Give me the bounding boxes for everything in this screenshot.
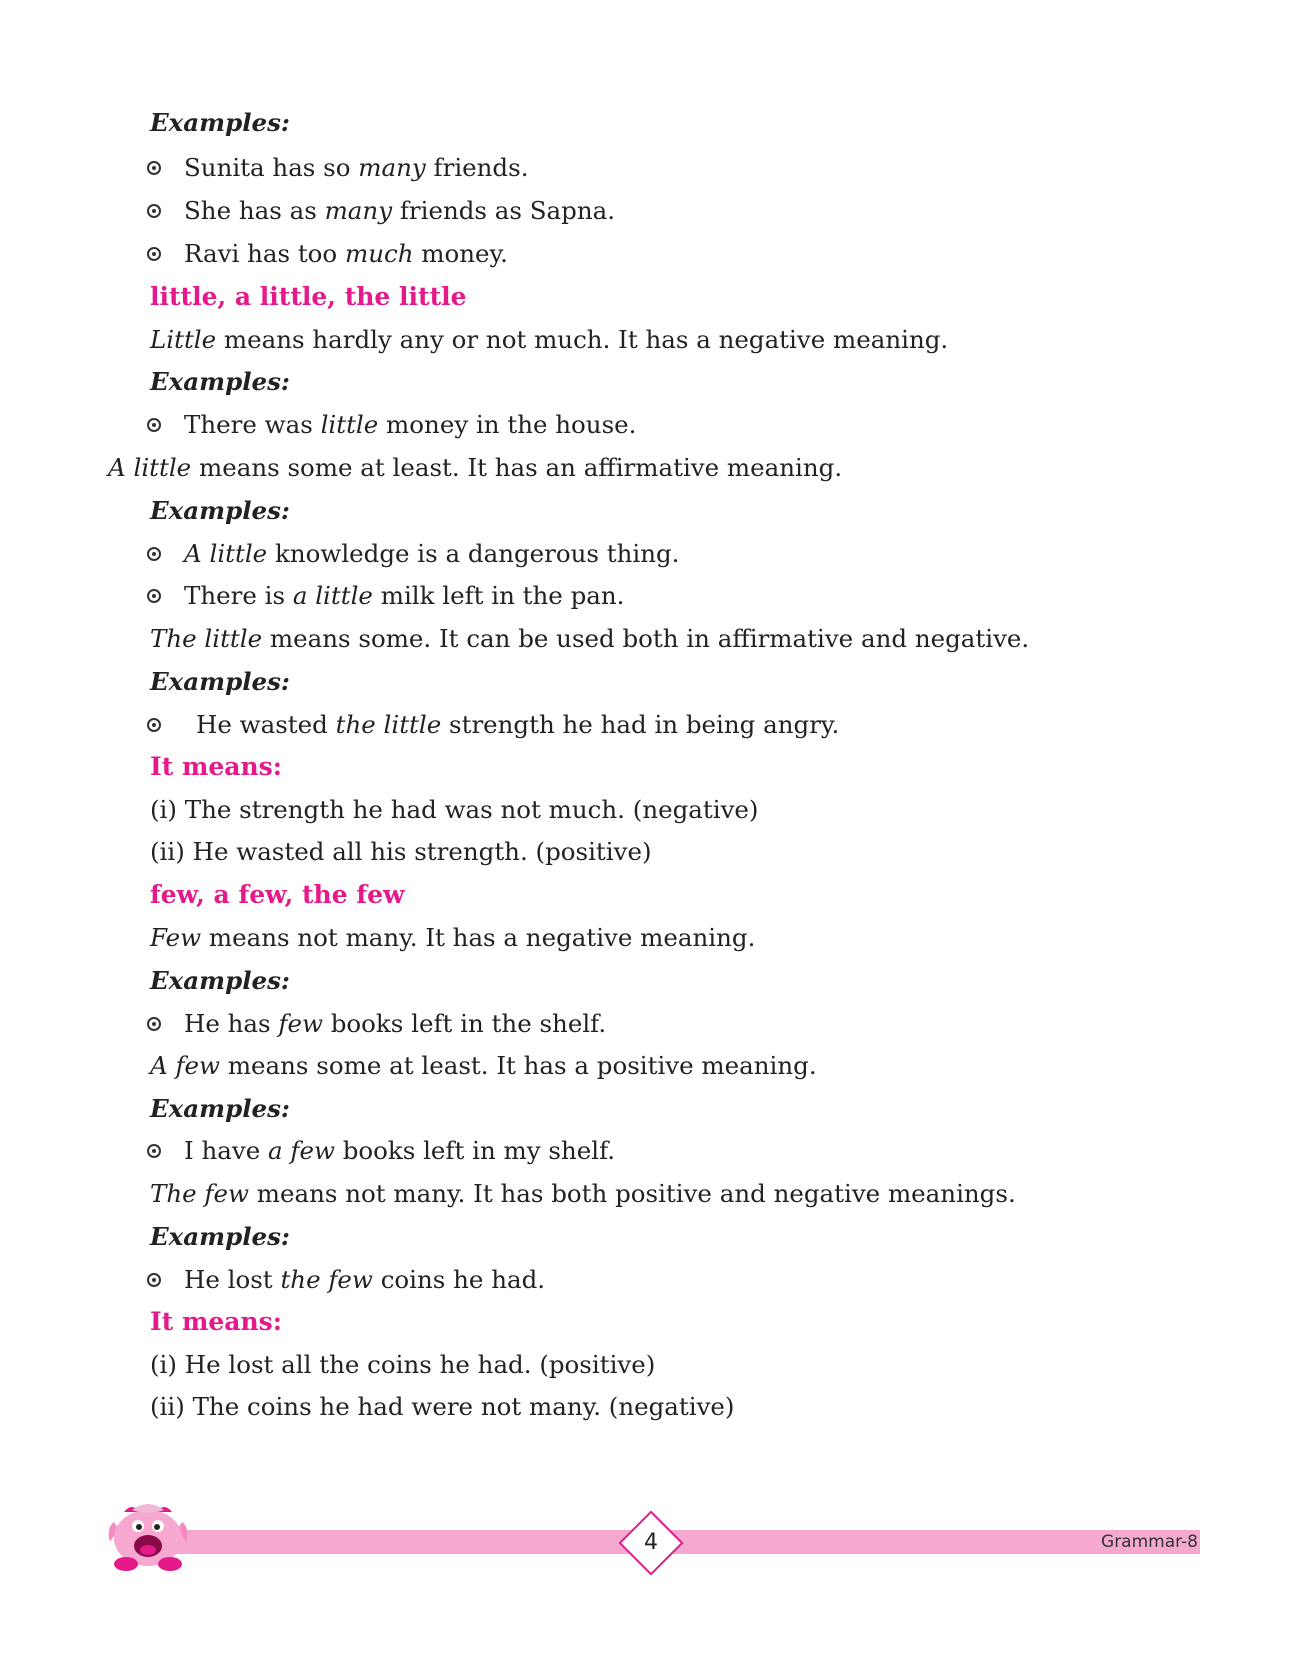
monster-mascot-icon [104, 1494, 192, 1574]
example-sentence: He wasted the little strength he had in being angry. [196, 710, 840, 739]
definition-text: A little means some at least. It has an affirmative meaning. [108, 453, 843, 482]
example-sentence: He has few books left in the shelf. [184, 1009, 607, 1038]
section-heading-few: few, a few, the few [150, 880, 405, 909]
bullet-icon [147, 1017, 161, 1031]
examples-label: Examples: [150, 1222, 290, 1251]
examples-label: Examples: [150, 108, 290, 137]
definition-text: Little means hardly any or not much. It has a negative meaning. [150, 325, 949, 354]
example-sentence: There was little money in the house. [184, 410, 637, 439]
bullet-icon [147, 418, 161, 432]
bullet-icon [147, 589, 161, 603]
it-means-label: It means: [150, 1307, 282, 1336]
meaning-text: (i) He lost all the coins he had. (positive) [150, 1350, 656, 1379]
footer-bar [170, 1530, 1200, 1554]
bullet-icon [147, 204, 161, 218]
bullet-icon [147, 547, 161, 561]
page-number: 4 [644, 1530, 658, 1555]
examples-label: Examples: [150, 367, 290, 396]
example-sentence: He lost the few coins he had. [184, 1265, 546, 1294]
book-title: Grammar-8 [1101, 1532, 1198, 1552]
example-sentence: She has as many friends as Sapna. [184, 196, 615, 225]
section-heading-little: little, a little, the little [150, 282, 467, 311]
examples-label: Examples: [150, 966, 290, 995]
bullet-icon [147, 1144, 161, 1158]
definition-text: A few means some at least. It has a positive meaning. [150, 1051, 817, 1080]
bullet-icon [147, 161, 161, 175]
definition-text: The little means some. It can be used both in affirmative and negative. [150, 624, 1030, 653]
bullet-icon [147, 1273, 161, 1287]
meaning-text: (i) The strength he had was not much. (negative) [150, 795, 759, 824]
examples-label: Examples: [150, 496, 290, 525]
example-sentence: There is a little milk left in the pan. [184, 581, 625, 610]
example-sentence: Ravi has too much money. [184, 239, 508, 268]
meaning-text: (ii) He wasted all his strength. (positive) [150, 837, 652, 866]
bullet-icon [147, 247, 161, 261]
example-sentence: I have a few books left in my shelf. [184, 1136, 616, 1165]
meaning-text: (ii) The coins he had were not many. (negative) [150, 1392, 735, 1421]
example-sentence: Sunita has so many friends. [184, 153, 529, 182]
definition-text: Few means not many. It has a negative meaning. [150, 923, 756, 952]
example-sentence: A little knowledge is a dangerous thing. [184, 539, 680, 568]
bullet-icon [147, 718, 161, 732]
examples-label: Examples: [150, 1094, 290, 1123]
it-means-label: It means: [150, 752, 282, 781]
definition-text: The few means not many. It has both positive and negative meanings. [150, 1179, 1016, 1208]
examples-label: Examples: [150, 667, 290, 696]
